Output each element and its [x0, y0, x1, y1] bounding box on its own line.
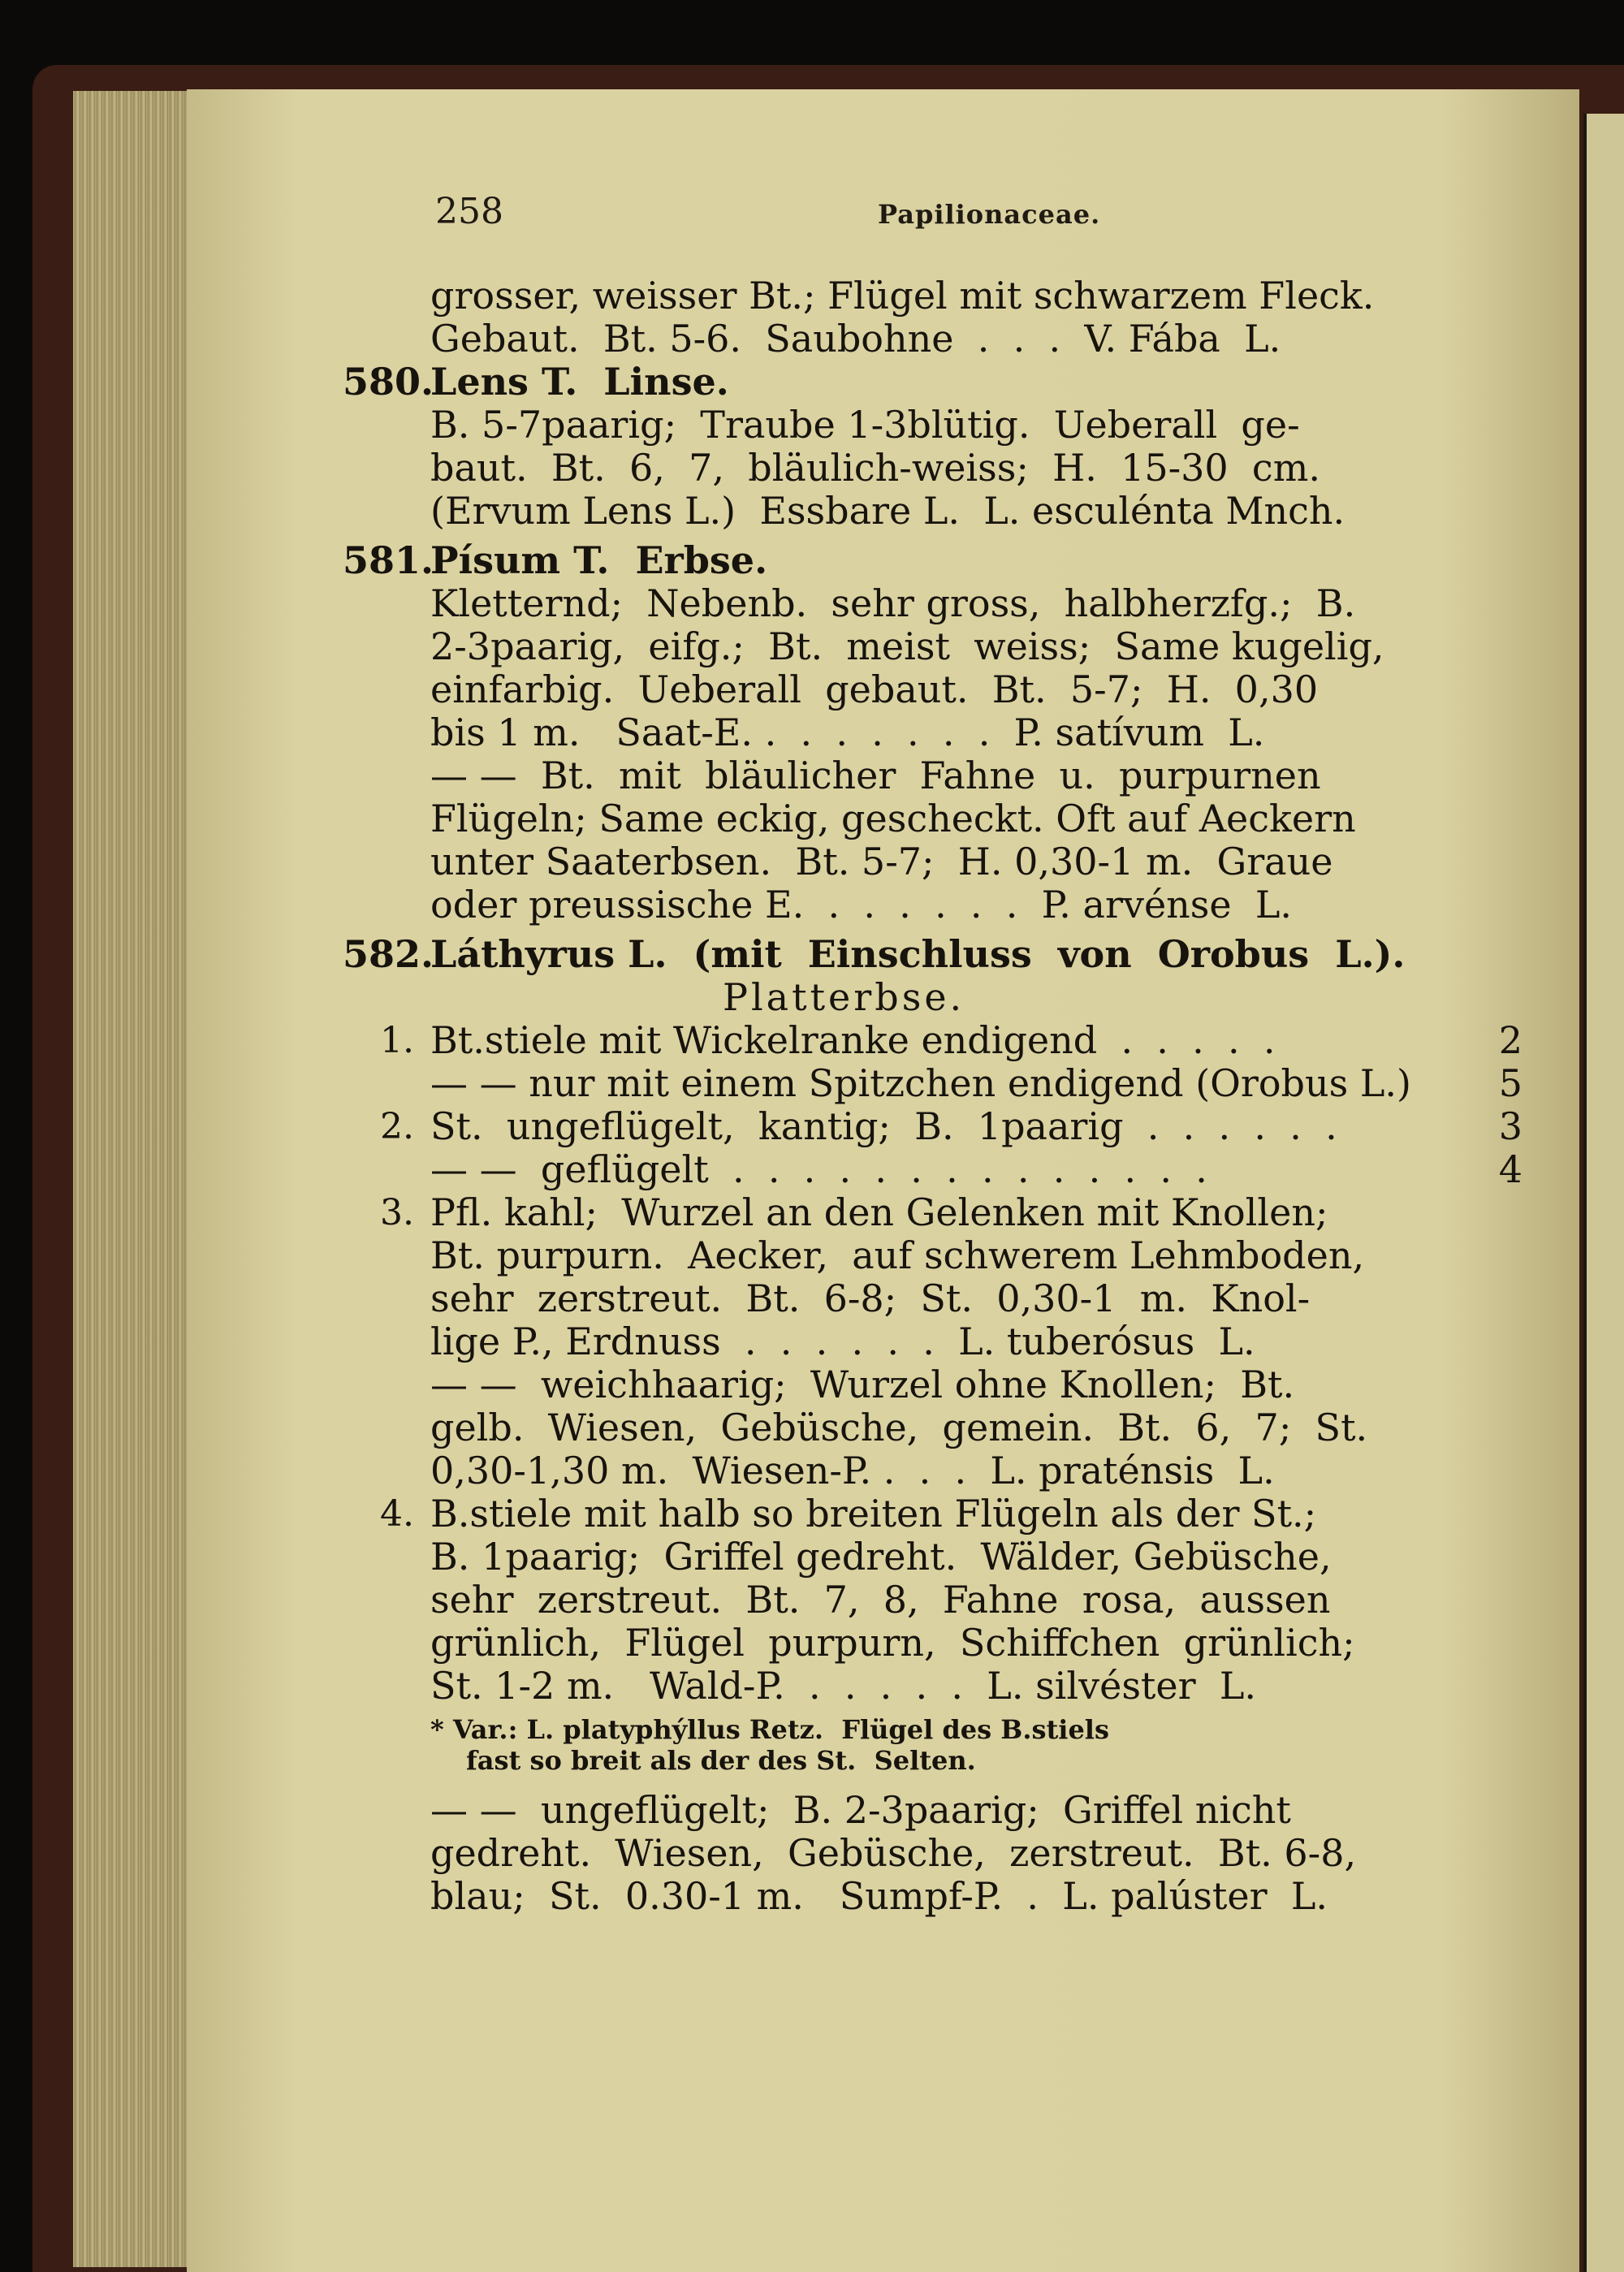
text-line: 2-3paarig, eifg.; Bt. meist weiss; Same kugelig, — [430, 624, 1384, 668]
genus-heading-pisum: 581. Písum T. Erbse. — [343, 538, 768, 582]
text-line: sehr zerstreut. Bt. 6-8; St. 0,30-1 m. Knol- — [430, 1276, 1311, 1320]
running-title: Papilionaceae. — [878, 199, 1101, 230]
text-line: oder preussische E. . . . . . . P. arvénse L. — [430, 883, 1293, 927]
text-line: Flügeln; Same eckig, gescheckt. Oft auf Aeckern — [430, 797, 1356, 840]
text-line: Kletternd; Nebenb. sehr gross, halbherzfg.; B. — [430, 581, 1356, 625]
text-line: lige P., Erdnuss . . . . . . L. tuberósus L. — [430, 1320, 1255, 1363]
common-name: Platterbse. — [723, 975, 965, 1019]
text-line: B. 5-7paarig; Traube 1-3blütig. Ueberall ge- — [430, 403, 1300, 447]
variety-note: * Var.: L. platyphýllus Retz. Flügel des B.stiels — [430, 1714, 1109, 1745]
text-line: bis 1 m. Saat-E. . . . . . . . P. satívum L. — [430, 711, 1265, 754]
key-line: 1. Bt.stiele mit Wickelranke endigend . . . . . 2 — [380, 1018, 1522, 1062]
text-line: Gebaut. Bt. 5-6. Saubohne . . . V. Fába L. — [430, 317, 1281, 361]
text-line: — — Bt. mit bläulicher Fahne u. purpurnen — [430, 754, 1321, 797]
text-line: gedreht. Wiesen, Gebüsche, zerstreut. Bt. 6-8, — [430, 1831, 1357, 1875]
text-line: grosser, weisser Bt.; Flügel mit schwarzem Fleck. — [430, 274, 1375, 317]
text-line: einfarbig. Ueberall gebaut. Bt. 5-7; H. 0,30 — [430, 667, 1319, 711]
text-line: grünlich, Flügel purpurn, Schiffchen grünlich; — [430, 1621, 1355, 1665]
text-line: (Ervum Lens L.) Essbare L. L. esculénta Mnch. — [430, 489, 1345, 533]
key-line: 3. Pfl. kahl; Wurzel an den Gelenken mit Knollen; — [380, 1190, 1328, 1234]
key-line: — — nur mit einem Spitzchen endigend (Orobus L.) 5 — [430, 1061, 1522, 1105]
text-line: Bt. purpurn. Aecker, auf schwerem Lehmboden, — [430, 1233, 1365, 1277]
text-line: B. 1paarig; Griffel gedreht. Wälder, Gebüsche, — [430, 1535, 1332, 1579]
genus-heading-lens: 580. Lens T. Linse. — [343, 360, 729, 404]
text-line: baut. Bt. 6, 7, bläulich-weiss; H. 15-30 cm. — [430, 446, 1320, 490]
facing-page-edge — [1583, 114, 1624, 2272]
page-number: 258 — [435, 191, 503, 232]
text-line: blau; St. 0.30-1 m. Sumpf-P. . L. palúster L. — [430, 1874, 1328, 1918]
page-body — [343, 274, 1522, 1918]
key-line: 4. B.stiele mit halb so breiten Flügeln als der St.; — [380, 1492, 1317, 1536]
text-line: sehr zerstreut. Bt. 7, 8, Fahne rosa, aussen — [430, 1578, 1331, 1622]
page-header — [435, 191, 1515, 240]
text-line: 0,30-1,30 m. Wiesen-P. . . . L. praténsis L. — [430, 1449, 1275, 1492]
variety-note: fast so breit als der des St. Selten. — [466, 1745, 976, 1776]
key-line: — — geflügelt . . . . . . . . . . . . . . 4 — [430, 1147, 1522, 1191]
text-line: — — weichhaarig; Wurzel ohne Knollen; Bt. — [430, 1363, 1295, 1406]
key-line: 2. St. ungeflügelt, kantig; B. 1paarig . . . . . . 3 — [380, 1104, 1522, 1148]
genus-heading-lathyrus: 582. Láthyrus L. (mit Einschluss von Orobus L.). — [343, 932, 1406, 976]
text-line: — — ungeflügelt; B. 2-3paarig; Griffel nicht — [430, 1788, 1291, 1832]
text-line: gelb. Wiesen, Gebüsche, gemein. Bt. 6, 7; St. — [430, 1406, 1368, 1449]
text-line: unter Saaterbsen. Bt. 5-7; H. 0,30-1 m. Graue — [430, 840, 1333, 883]
text-line: St. 1-2 m. Wald-P. . . . . . L. silvéster L. — [430, 1664, 1257, 1708]
